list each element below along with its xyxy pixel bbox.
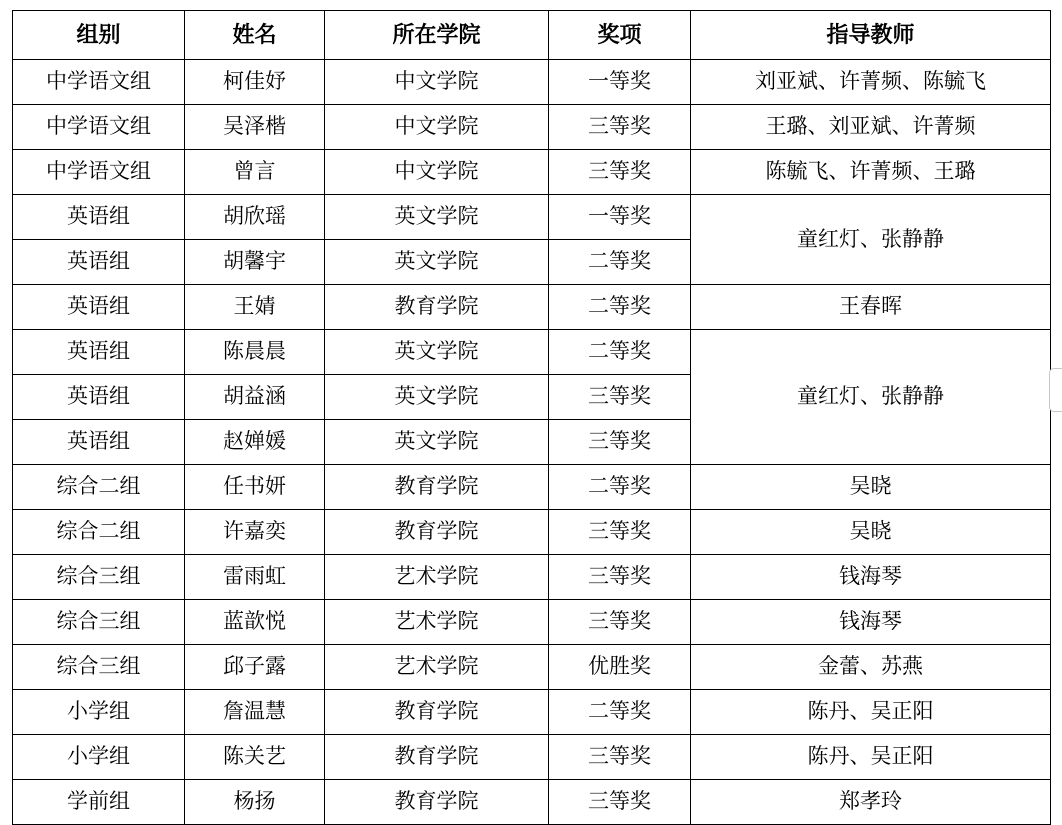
cell-group: 小学组	[13, 735, 185, 780]
column-header-college: 所在学院	[325, 11, 549, 60]
cell-prize: 二等奖	[549, 690, 691, 735]
cell-college: 教育学院	[325, 465, 549, 510]
cell-college: 艺术学院	[325, 645, 549, 690]
table-row	[13, 600, 1051, 645]
cell-prize: 三等奖	[549, 375, 691, 420]
cell-group: 综合三组	[13, 645, 185, 690]
table-row	[13, 780, 1051, 825]
cell-teacher: 王璐、刘亚斌、许菁频	[691, 105, 1051, 150]
cell-college: 英文学院	[325, 330, 549, 375]
cell-teacher: 王春晖	[691, 285, 1051, 330]
cell-prize: 三等奖	[549, 510, 691, 555]
header-row	[13, 11, 1051, 60]
table-row	[13, 60, 1051, 105]
cell-name: 杨扬	[185, 780, 325, 825]
cell-group: 英语组	[13, 240, 185, 285]
award-results-table	[12, 10, 1051, 825]
cell-prize: 二等奖	[549, 465, 691, 510]
table-row	[13, 150, 1051, 195]
column-header-name: 姓名	[185, 11, 325, 60]
table-row	[13, 555, 1051, 600]
table-row	[13, 465, 1051, 510]
cell-prize: 二等奖	[549, 285, 691, 330]
table-row	[13, 285, 1051, 330]
cell-prize: 三等奖	[549, 105, 691, 150]
table-row	[13, 690, 1051, 735]
table-row	[13, 735, 1051, 780]
cell-teacher: 钱海琴	[691, 600, 1051, 645]
table-row	[13, 105, 1051, 150]
cell-college: 中文学院	[325, 60, 549, 105]
cell-prize: 三等奖	[549, 150, 691, 195]
cell-prize: 三等奖	[549, 735, 691, 780]
cell-college: 英文学院	[325, 240, 549, 285]
cell-group: 综合三组	[13, 600, 185, 645]
cell-teacher: 陈丹、吴正阳	[691, 690, 1051, 735]
table-row	[13, 330, 1051, 375]
cell-teacher: 金蕾、苏燕	[691, 645, 1051, 690]
cell-name: 曾言	[185, 150, 325, 195]
cell-teacher: 钱海琴	[691, 555, 1051, 600]
cell-group: 英语组	[13, 285, 185, 330]
cell-college: 英文学院	[325, 375, 549, 420]
table-row	[13, 645, 1051, 690]
cell-name: 许嘉奕	[185, 510, 325, 555]
cell-prize: 优胜奖	[549, 645, 691, 690]
cell-prize: 二等奖	[549, 330, 691, 375]
cell-prize: 三等奖	[549, 555, 691, 600]
cell-name: 胡欣瑶	[185, 195, 325, 240]
cell-group: 英语组	[13, 195, 185, 240]
cell-name: 胡益涵	[185, 375, 325, 420]
cell-teacher: 童红灯、张静静	[691, 330, 1051, 465]
cell-prize: 一等奖	[549, 195, 691, 240]
cell-group: 综合二组	[13, 510, 185, 555]
cell-name: 赵婵媛	[185, 420, 325, 465]
cell-group: 小学组	[13, 690, 185, 735]
cell-group: 中学语文组	[13, 60, 185, 105]
cell-group: 中学语文组	[13, 105, 185, 150]
cell-teacher: 陈丹、吴正阳	[691, 735, 1051, 780]
cell-prize: 一等奖	[549, 60, 691, 105]
cell-group: 学前组	[13, 780, 185, 825]
cell-group: 中学语文组	[13, 150, 185, 195]
cell-name: 陈晨晨	[185, 330, 325, 375]
cell-name: 胡馨宇	[185, 240, 325, 285]
table-row	[13, 195, 1051, 240]
cell-teacher: 郑孝玲	[691, 780, 1051, 825]
cell-college: 英文学院	[325, 195, 549, 240]
cell-college: 中文学院	[325, 105, 549, 150]
column-header-teacher: 指导教师	[691, 11, 1051, 60]
cell-prize: 三等奖	[549, 780, 691, 825]
cell-college: 中文学院	[325, 150, 549, 195]
cell-name: 邱子露	[185, 645, 325, 690]
cell-college: 英文学院	[325, 420, 549, 465]
cell-college: 教育学院	[325, 285, 549, 330]
column-header-group: 组别	[13, 11, 185, 60]
cell-teacher: 童红灯、张静静	[691, 195, 1051, 285]
table-header	[13, 11, 1051, 60]
cell-name: 詹温慧	[185, 690, 325, 735]
cell-name: 雷雨虹	[185, 555, 325, 600]
cell-name: 王婧	[185, 285, 325, 330]
cell-group: 综合二组	[13, 465, 185, 510]
cell-college: 教育学院	[325, 735, 549, 780]
cell-name: 陈关艺	[185, 735, 325, 780]
cell-group: 综合三组	[13, 555, 185, 600]
cell-college: 艺术学院	[325, 600, 549, 645]
cell-prize: 三等奖	[549, 600, 691, 645]
cell-name: 蓝歆悦	[185, 600, 325, 645]
cell-college: 教育学院	[325, 690, 549, 735]
table-body	[13, 60, 1051, 825]
cell-group: 英语组	[13, 330, 185, 375]
column-header-prize: 奖项	[549, 11, 691, 60]
cell-prize: 二等奖	[549, 240, 691, 285]
cell-teacher: 吴晓	[691, 510, 1051, 555]
cell-name: 柯佳妤	[185, 60, 325, 105]
cell-prize: 三等奖	[549, 420, 691, 465]
cell-group: 英语组	[13, 420, 185, 465]
cell-teacher: 刘亚斌、许菁频、陈毓飞	[691, 60, 1051, 105]
cell-college: 艺术学院	[325, 555, 549, 600]
cell-teacher: 陈毓飞、许菁频、王璐	[691, 150, 1051, 195]
cell-college: 教育学院	[325, 780, 549, 825]
cell-teacher: 吴晓	[691, 465, 1051, 510]
cell-name: 任书妍	[185, 465, 325, 510]
page-side-tab	[1049, 368, 1062, 412]
cell-name: 吴泽楷	[185, 105, 325, 150]
cell-group: 英语组	[13, 375, 185, 420]
cell-college: 教育学院	[325, 510, 549, 555]
table-row	[13, 510, 1051, 555]
